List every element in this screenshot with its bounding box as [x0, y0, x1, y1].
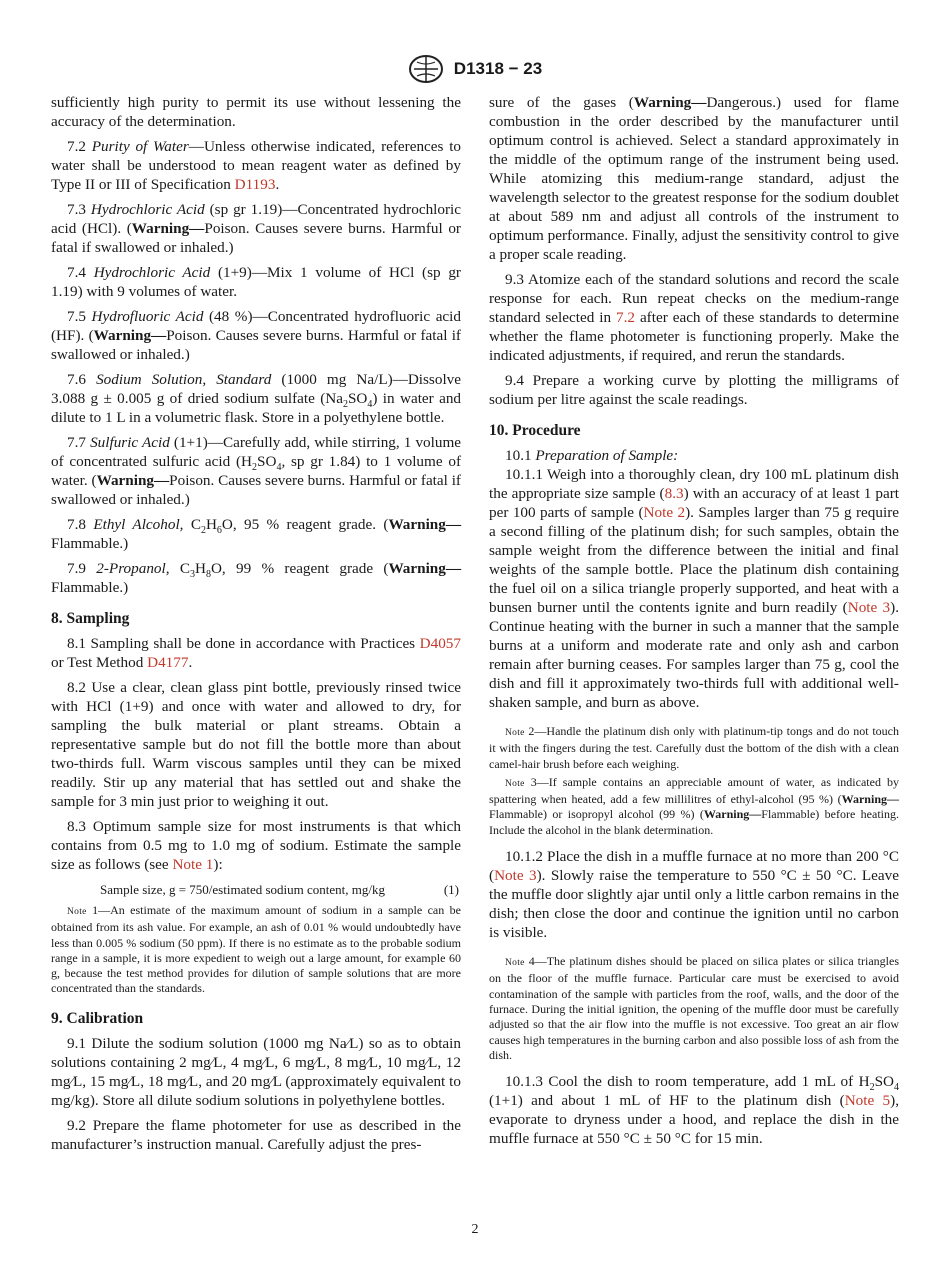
right-column: [489, 93, 899, 1154]
page-header: [0, 54, 950, 84]
section-9-3: 9.3 Atomize each of the standard solutions and record the scale response for each. Run repeat checks on the medium-range standard selected in 7.2 after each of these standards to determine whether the flame photometer is functioning properly. Make the indicated adjustments, if required, and rerun the standards.: [489, 271, 900, 364]
link-note-3[interactable]: Note 3: [847, 599, 891, 616]
note-4: Note 4—The platinum dishes should be placed on silica plates or silica triangles on the floor of the muffle furnace. Particular care must be exercised to avoid contamination of the sample with particles from the roof, walls, and the door of the furnace. During the initial ignition, the opening of the muffle door must be carefully adjusted so that the air flow into the muffle is not excessive. Too great an air flow causes high temperatures in the burning carbon and also possible loss of ash from the dish.: [489, 954, 899, 1062]
link-8-3[interactable]: 8.3: [664, 485, 684, 502]
section-heading-procedure: 10. Procedure: [489, 422, 581, 439]
section-8-3: 8.3 Optimum sample size for most instruments is that which contains from 0.5 mg to 1.0 mg of sodium. Estimate the sample size as follows (see Note 1):: [51, 818, 461, 873]
left-column: [51, 93, 461, 1160]
section-7-6: 7.6 Sodium Solution, Standard (1000 mg Na/L)—Dissolve 3.088 g ± 0.005 g of dried sodium sulfate $(Na_2SO_4)$ in water and dilute to 1 L in a volumetric flask. Store in a polyethylene bottle.: [51, 371, 462, 426]
note-3: Note 3—If sample contains an appreciable amount of water, as indicated by spattering when heated, add a few millilitres of ethyl-alcohol (95 %) (Warning—Flammable) or isopropyl alcohol (99 %) (Warning—Flammable) before heating. Include the alcohol in the blank determination.: [489, 774, 899, 837]
section-7-2: 7.2 Purity of Water—Unless otherwise indicated, references to water shall be understood to mean reagent water as defined by Type II or III of Specification D1193.: [51, 138, 462, 193]
section-heading-sampling: 8. Sampling: [51, 610, 130, 627]
link-d4057[interactable]: D4057: [419, 635, 461, 652]
section-10-1-3: 10.1.3 Cool the dish to room temperature, add 1 mL of $H_2SO_4$ (1+1) and about 1 mL of HF to the platinum dish (Note 5), evaporate to dryness under a hood, and replace the dish in the muffle furnace at 550 °C ± 50 °C for 15 min.: [489, 1073, 899, 1148]
document-id: D1318 − 23: [453, 59, 543, 78]
astm-logo-icon: [408, 54, 444, 84]
section-7-4: 7.4 Hydrochloric Acid (1+9)—Mix 1 volume of HCl (sp gr 1.19) with 9 volumes of water.: [51, 264, 461, 300]
link-7-2[interactable]: 7.2: [616, 309, 635, 326]
link-note-1[interactable]: Note 1: [172, 856, 214, 873]
section-heading-calibration: 9. Calibration: [51, 1009, 144, 1027]
section-9-2-continued: sure of the gases (Warning—Dangerous.) used for flame combustion in the order described by the manufacturer until optimum control is achieved. Select a standard approximately in the middle of the optimum range of the instrument being used. While atomizing this medium-range standard, adjust the wavelength selector to the greatest response for the sodium doublet at about 589 nm and adjust all controls of the instrument to optimum performance. Finally, adjust the sensitivity control to give a proper scale reading.: [489, 94, 899, 263]
link-d1193[interactable]: D1193: [234, 176, 276, 193]
link-note-2[interactable]: Note 2: [643, 504, 686, 521]
equation-number: (1): [443, 882, 459, 897]
section-9-1: 9.1 Dilute the sodium solution (1000 mg Na⁄L) so as to obtain solutions containing 2 mg⁄L, 4 mg⁄L, 6 mg⁄L, 8 mg⁄L, 10 mg⁄L, 12 mg⁄L, 15 mg⁄L, 18 mg⁄L, and 20 mg⁄L (approximately equivalent to mg/kg). Store all dilute sodium solutions in polyethylene bottles.: [51, 1034, 461, 1109]
section-7-3: 7.3 Hydrochloric Acid (sp gr 1.19)—Concentrated hydrochloric acid (HCl). (Warning—Poison. Causes severe burns. Harmful or fatal if swallowed or inhaled.): [51, 201, 461, 256]
section-9-4: 9.4 Prepare a working curve by plotting the milligrams of sodium per litre against the scale readings.: [489, 372, 899, 408]
section-7-8: 7.8 Ethyl Alcohol, $C_2H_6O$, 95 % reagent grade. (Warning—Flammable.): [51, 516, 462, 552]
page-number: 2: [471, 1222, 479, 1237]
note-1: Note 1—An estimate of the maximum amount of sodium in a sample can be obtained from its ash value. For example, an ash of 0.01 % would undoubtedly have less than 0.005 % sodium (50 ppm). If there is no estimate as to the probable sodium range in a sample, it is more expedient to weigh out a large amount, for example 60 g, because the test method provides for dilution of sample solutions that are more concentrated than the standards.: [51, 903, 461, 996]
link-d4177[interactable]: D4177: [147, 654, 189, 671]
link-note-3[interactable]: Note 3: [494, 867, 537, 885]
section-7-9: 7.9 2-Propanol, $C_3H_8O$, 99 % reagent grade (Warning—Flammable.): [51, 560, 462, 596]
section-8-1: 8.1 Sampling shall be done in accordance with Practices D4057 or Test Method D4177.: [51, 635, 461, 671]
section-10-1-2: 10.1.2 Place the dish in a muffle furnace at no more than 200 °C (Note 3). Slowly raise the temperature to 550 °C ± 50 °C. Leave the muffle door slightly ajar until only a little carbon remains in the dish; then close the door and continue the ignition until no carbon is visible.: [489, 848, 899, 942]
paragraph: sufficiently high purity to permit its use without lessening the accuracy of the determination.: [51, 94, 461, 130]
note-2: Note 2—Handle the platinum dish only with platinum-tip tongs and do not touch it with the fingers during the test. Carefully dust the bottom of the dish with a clean camel-hair brush before each weighing.: [489, 724, 899, 771]
section-8-2: 8.2 Use a clear, clean glass pint bottle, previously rinsed twice with HCl (1+9) and once with water and allowed to dry, for sampling the bulk material or plant streams. Obtain a representative sample but do not fill the bottle more than about two-thirds full. Warm viscous samples until they can be mixed readily. Stir up any material that has settled out and shake the sample for 3 min just prior to weighing it out.: [51, 679, 461, 810]
section-7-7: 7.7 Sulfuric Acid (1+1)—Carefully add, while stirring, 1 volume of concentrated sulfuric acid ($H_2SO_4$, sp gr 1.84) to 1 volume of water. (Warning—Poison. Causes severe burns. Harmful or fatal if swallowed or inhaled.): [51, 434, 461, 508]
link-note-5[interactable]: Note 5: [844, 1092, 891, 1110]
section-10-1: 10.1 Preparation of Sample:: [505, 447, 679, 464]
section-10-1-1: 10.1.1 Weigh into a thoroughly clean, dry 100 mL platinum dish the appropriate size sample (8.3) with an accuracy of at least 1 part per 100 parts of sample (Note 2). Samples larger than 75 g require a second filling of the platinum dish; for such samples, obtain the sample weight from the difference between the initial and final weights of the sample bottle. Place the platinum dish containing the fuel oil on a silica triangle properly supported, and heat with a bunsen burner until the contents ignite and burn readily (Note 3). Continue heating with the burner in such a manner that the sample burns at a uniform and moderate rate and only ash and carbon remain after burning ceases. For samples larger than 75 g, cool the dish and fill it approximately two-thirds full with additional well-shaken sample, and burn as above.: [489, 466, 899, 711]
section-7-5: 7.5 Hydrofluoric Acid (48 %)—Concentrated hydrofluoric acid (HF). (Warning—Poison. Causes severe burns. Harmful or fatal if swallowed or inhaled.): [51, 308, 461, 363]
section-9-2: 9.2 Prepare the flame photometer for use as described in the manufacturer’s instruction manual. Carefully adjust the pres-: [51, 1116, 461, 1153]
equation-1: Sample size, g = 750/estimated sodium content, mg/kg (1): [100, 882, 459, 897]
